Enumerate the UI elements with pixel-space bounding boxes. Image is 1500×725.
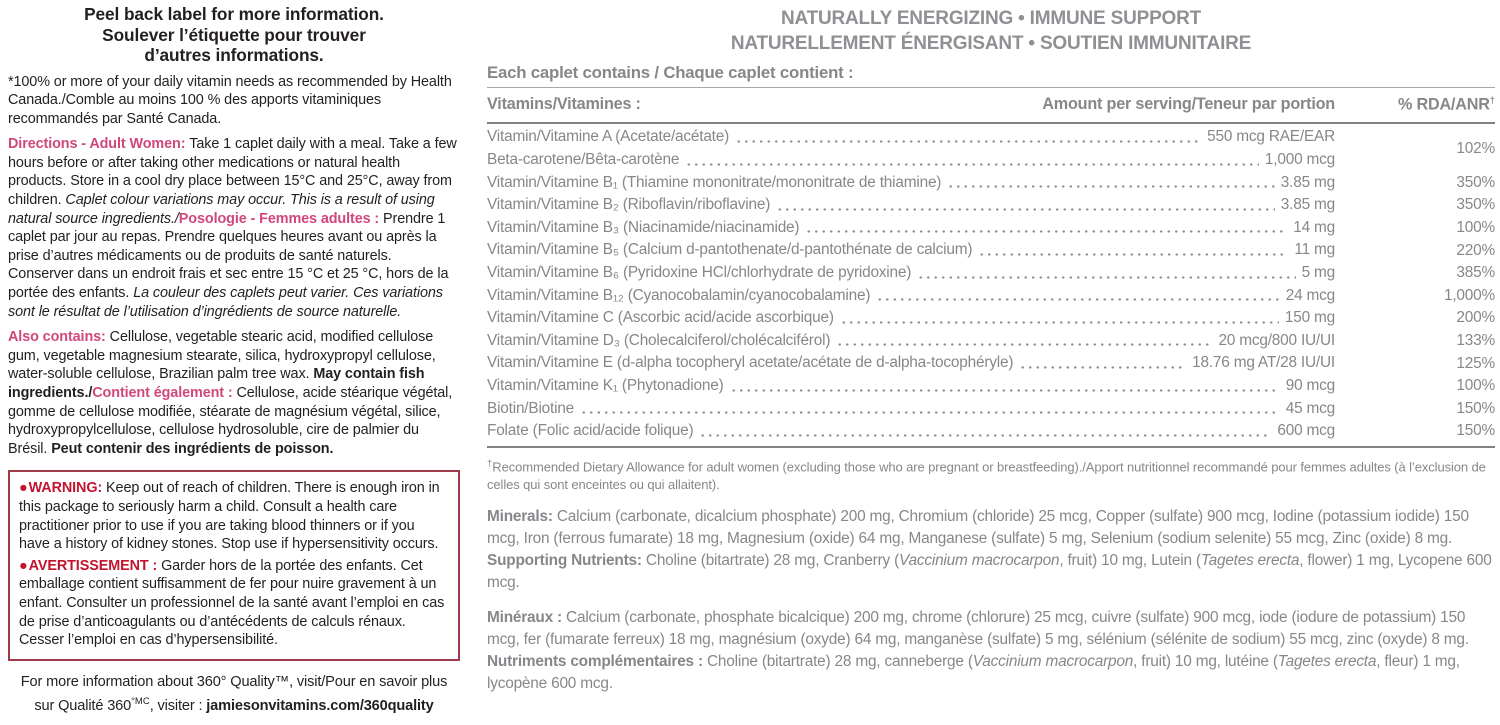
vitamin-row — [487, 262, 1495, 285]
vitamin-row-left — [487, 239, 1335, 262]
text-line: Soulever l’étiquette pour trouver — [102, 24, 366, 45]
text-line: NATURALLY ENERGIZING • IMMUNE SUPPORT — [780, 8, 1202, 29]
nutrient-name: Vitamin/Vitamine B₆ (Pyridoxine HCl/chlorhydrate de pyridoxine) — [487, 263, 912, 281]
vitamin-row — [487, 352, 1495, 375]
rda-value: 133% — [1456, 332, 1495, 350]
text-segment: Recommended Dietary Allowance for adult women (excluding those who are pregnant or breastfeeding)./Apport nutritionnel recommandé pour femmes adultes (à l’exclusion de celles qui sont enceintes ou qui allaitent). — [487, 459, 1486, 492]
column-amount: Amount per serving/Teneur par portion — [1042, 95, 1335, 113]
dot-leader — [685, 149, 1259, 172]
vitamin-row-left — [487, 126, 1335, 171]
amount-value: 45 mcg — [1285, 399, 1335, 417]
text-segment: , flower) 1 mg, Lycopene 600 mcg. — [487, 552, 1492, 592]
vitamin-row-left — [487, 262, 1335, 285]
text-segment: May contain fish ingredients./ — [8, 366, 425, 401]
dot-leader — [776, 194, 1275, 217]
text-segment: Prendre 1 caplet par jour au repas. Prendre quelques heures avant ou après la prise d’autres médicaments ou de produits de santé naturels. Conserver dans un endroit frais et sec entre 15 °C et 25 °C, hors de la portée des enfants. — [8, 210, 449, 302]
rda-value: 100% — [1456, 377, 1495, 395]
vitamin-row-left — [487, 398, 1335, 421]
rda-value: 150% — [1456, 399, 1495, 417]
vitamin-row — [487, 285, 1495, 308]
text-segment: jamiesonvitamins.com/360quality — [206, 698, 434, 715]
amount-value: 550 mcg RAE/EAR — [1207, 128, 1335, 146]
text-segment: Cellulose, acide stéarique végétal, gomme de cellulose modifiée, stéarate de magnésium végétal, silice, hydroxypropylcellulose, cellulose hydrosoluble, cire de palmier du Brésil. — [8, 385, 453, 457]
vitamin-row-left — [487, 420, 1335, 443]
amount-value: 11 mg — [1294, 241, 1335, 259]
vitamin-row-line — [487, 307, 1335, 330]
vitamin-row — [487, 194, 1495, 217]
table-header-left — [487, 95, 1335, 114]
vitamin-row — [487, 307, 1495, 330]
vitamin-row-left — [487, 217, 1335, 240]
vitamin-row — [487, 126, 1495, 171]
dot-leader — [876, 285, 1279, 308]
dot-leader — [730, 375, 1280, 398]
text-segment: For more information about 360° Quality™, visit/Pour en savoir plus — [20, 673, 448, 690]
amount-value: 18.76 mg AT/28 IU/UI — [1192, 354, 1335, 372]
vitamin-row — [487, 172, 1495, 195]
text-segment: † — [487, 457, 493, 469]
vitamin-row-left — [487, 194, 1335, 217]
column-rda — [1335, 95, 1495, 114]
text-segment: Also contains: — [8, 329, 110, 346]
warning-en — [19, 479, 449, 553]
vitamin-row-line — [487, 398, 1335, 421]
text-segment: Contient également : — [92, 385, 237, 401]
rda-value: 102% — [1456, 139, 1495, 157]
amount-value: 5 mg — [1301, 263, 1335, 281]
text-segment: , fruit) 10 mg, Lutein ( — [1059, 552, 1201, 570]
rda-label: % RDA/ANR — [1397, 95, 1490, 114]
vitamin-row-line — [487, 420, 1335, 443]
rda-value: 100% — [1456, 219, 1495, 237]
text-segment: Vaccinium macrocarpon — [899, 552, 1060, 570]
vitamin-row-line — [487, 126, 1335, 149]
rda-value: 150% — [1456, 422, 1495, 440]
nutrient-name: Folate (Folic acid/acide folique) — [487, 422, 694, 440]
vitamin-row-line — [487, 172, 1335, 195]
nutrient-name: Biotin/Biotine — [487, 399, 575, 417]
nutrient-name: Vitamin/Vitamine C (Ascorbic acid/acide ascorbique) — [487, 309, 834, 327]
rda-value: 350% — [1456, 173, 1495, 191]
directions-paragraph — [8, 135, 460, 321]
vitamin-row-left — [487, 285, 1335, 308]
rda-value: 125% — [1456, 354, 1495, 372]
vitamin-row — [487, 330, 1495, 353]
text-segment: Directions - Adult Women: — [8, 136, 190, 153]
text-segment: Tagetes erecta — [1200, 552, 1300, 570]
dot-leader — [699, 420, 1271, 443]
minerals-paragraph — [487, 506, 1495, 594]
text-segment: Calcium (carbonate, dicalcium phosphate) 200 mg, Chromium (chloride) 25 mcg, Copper (sulfate) 900 mcg, Iodine (potassium iodide) 150 mcg, Iron (ferrous fumarate) 18 mg, Magnesium (oxide) 64 mg, Manganese (sulfate) 5 mg, Selenium (sodium selenite) 55 mcg, Zinc (oxide) 8 mg. — [487, 508, 1469, 548]
vitamin-table-rows — [487, 124, 1495, 445]
text-segment: Minéraux : — [487, 609, 567, 627]
text-segment: , fruit) 10 mg, lutéine ( — [1133, 653, 1278, 671]
rda-footnote — [487, 455, 1495, 493]
amount-value: 90 mcg — [1285, 376, 1335, 394]
text-segment: Choline (bitartrate) 28 mg, canneberge ( — [707, 653, 973, 671]
text-segment: Caplet colour variations may occur. This is a result of using natural source ingredients./ — [8, 192, 435, 227]
nutrient-name: Vitamin/Vitamine B₅ (Calcium d-pantothenate/d-pantothénate de calcium) — [487, 241, 973, 259]
text-segment: Vaccinium macrocarpon — [972, 653, 1134, 671]
vitamin-row-line — [487, 217, 1335, 240]
text-segment: , visiter : — [149, 698, 207, 715]
text-segment: , fleur) 1 mg, lycopène 600 mcg. — [487, 653, 1460, 693]
text-segment: sur Qualité 360 — [34, 698, 132, 715]
vitamin-row — [487, 375, 1495, 398]
quality-footer-line1 — [8, 672, 460, 693]
amount-value: 14 mg — [1293, 218, 1335, 236]
vitamin-row-line — [487, 149, 1335, 172]
vitamin-row-line — [487, 330, 1335, 353]
dot-leader — [836, 330, 1212, 353]
text-segment: Tagetes erecta — [1277, 653, 1377, 671]
text-segment: ● — [19, 480, 28, 497]
vitamin-row-line — [487, 262, 1335, 285]
text-segment: *100% or more of your daily vitamin needs as recommended by Health Canada./Comble au moins 100 % des apports vitaminiques recommandés par Santé Canada. — [8, 73, 452, 127]
text-segment: Calcium (carbonate, phosphate bicalcique) 200 mg, chrome (chlorure) 25 mcg, cuivre (sulfate) 900 mcg, iode (iodure de potassium) 150 mcg, fer (fumarate ferreux) 18 mg, magnésium (oxyde) 64 mg, manganèse (sulfate) 5 mg, sélénium (sélénite de sodium) 55 mcg, zinc (oxyde) 8 mg. — [487, 609, 1469, 649]
dot-leader — [917, 262, 1295, 285]
product-claims — [487, 6, 1495, 56]
amount-value: 600 mcg — [1277, 422, 1335, 440]
text-line: NATURELLEMENT ÉNERGISANT • SOUTIEN IMMUNITAIRE — [730, 33, 1252, 54]
dot-leader — [580, 398, 1280, 421]
nutrient-name: Vitamin/Vitamine B₃ (Niacinamide/niacinamide) — [487, 218, 800, 236]
amount-value: 3.85 mg — [1280, 173, 1335, 191]
vitamin-row-left — [487, 330, 1335, 353]
also-contains-paragraph — [8, 328, 460, 458]
amount-value: 24 mcg — [1285, 286, 1335, 304]
text-segment: WARNING: — [28, 480, 107, 497]
dot-leader — [947, 172, 1275, 195]
vitamin-row-left — [487, 375, 1335, 398]
text-segment: Nutriments complémentaires : — [487, 653, 707, 671]
vitamin-row-left — [487, 307, 1335, 330]
amount-value: 3.85 mg — [1280, 196, 1335, 214]
vitamin-row-line — [487, 375, 1335, 398]
vitamin-row — [487, 398, 1495, 421]
warning-box — [8, 470, 460, 660]
rda-value: 220% — [1456, 241, 1495, 259]
amount-value: 1,000 mcg — [1264, 150, 1335, 168]
vitamin-row-left — [487, 352, 1335, 375]
quality-footer — [8, 672, 460, 717]
amount-value: 150 mg — [1284, 309, 1335, 327]
text-line: d’autres informations. — [144, 45, 324, 65]
dot-leader — [735, 126, 1201, 149]
dagger-icon: † — [1489, 95, 1495, 106]
text-segment: Garder hors de la portée des enfants. Cet emballage contient suffisamment de fer pour nuire gravement à un enfant. Consulter un professionnel de la santé avant l’emploi en cas de prise d’anticoagulants ou d’antécédents de calculs rénaux. Cesser l’emploi en cas d’hypersensibilité. — [19, 557, 445, 649]
column-vitamins: Vitamins/Vitamines : — [487, 95, 641, 113]
text-segment: Cellulose, vegetable stearic acid, modified cellulose gum, vegetable magnesium stearate, silica, hydroxypropyl cellulose, water-soluble cellulose, Brazilian palm tree wax. — [8, 329, 436, 383]
dot-leader — [805, 217, 1287, 240]
vitamin-row-line — [487, 239, 1335, 262]
right-panel — [487, 6, 1495, 695]
rda-value: 200% — [1456, 309, 1495, 327]
text-segment: Keep out of reach of children. There is enough iron in this package to seriously harm a child. Consult a health care practitioner prior to use if you are taking blood thinners or if you have a history of kidney stones. Stop use if hypersensitivity occurs. — [19, 480, 440, 553]
amount-value: 20 mcg/800 IU/UI — [1218, 331, 1335, 349]
text-segment: Supporting Nutrients: — [487, 552, 646, 570]
vitamin-row-line — [487, 285, 1335, 308]
rda-value: 350% — [1456, 196, 1495, 214]
text-segment: Choline (bitartrate) 28 mg, Cranberry ( — [645, 552, 899, 570]
left-panel — [8, 4, 460, 717]
text-segment: Minerals: — [487, 508, 557, 526]
mineraux-paragraph — [487, 607, 1495, 695]
nutrient-name: Vitamin/Vitamine K₁ (Phytonadione) — [487, 376, 724, 394]
nutrient-name: Vitamin/Vitamine B₂ (Riboflavin/riboflavine) — [487, 196, 771, 214]
text-segment: Peut contenir des ingrédients de poisson. — [51, 440, 334, 457]
nutrient-name: Vitamin/Vitamine D₃ (Cholecalciferol/cholécalciférol) — [487, 331, 831, 349]
divider — [487, 446, 1495, 448]
nutrient-name: Vitamin/Vitamine B₁₂ (Cyanocobalamin/cyanocobalamine) — [487, 286, 871, 304]
warning-fr — [19, 557, 449, 650]
daily-needs-footnote — [8, 73, 460, 129]
vitamin-row-left — [487, 172, 1335, 195]
each-caplet-heading: Each caplet contains / Chaque caplet contient : — [487, 63, 854, 82]
text-segment: ● — [19, 557, 28, 574]
vitamin-row — [487, 217, 1495, 240]
nutrient-name: Vitamin/Vitamine B₁ (Thiamine mononitrate/mononitrate de thiamine) — [487, 173, 942, 191]
vitamin-row-line — [487, 352, 1335, 375]
vitamin-row-line — [487, 194, 1335, 217]
quality-footer-line2 — [8, 692, 460, 716]
vitamin-row — [487, 420, 1495, 443]
vitamin-table-header — [487, 88, 1495, 122]
dot-leader — [1019, 352, 1186, 375]
nutrient-name: Vitamin/Vitamine A (Acetate/acétate) — [487, 128, 730, 146]
text-segment: AVERTISSEMENT : — [28, 557, 162, 574]
text-segment: °MC — [131, 696, 150, 708]
peel-back-header — [8, 4, 460, 66]
nutrient-name: Beta-carotene/Bêta-carotène — [487, 150, 680, 168]
dot-leader — [840, 307, 1279, 330]
text-segment: Take 1 caplet daily with a meal. Take a few hours before or after taking other medications or natural health products. Store in a cool dry place between 15°C and 25°C, away from children. — [8, 136, 457, 209]
rda-value: 385% — [1456, 264, 1495, 282]
nutrient-name: Vitamin/Vitamine E (d-alpha tocopheryl acetate/acétate de d-alpha-tocophéryle) — [487, 354, 1014, 372]
text-line: Peel back label for more information. — [84, 4, 384, 24]
text-segment: La couleur des caplets peut varier. Ces variations sont le résultat de l’utilisation d’ingrédients de source naturelle. — [8, 285, 443, 320]
rda-value: 1,000% — [1444, 286, 1495, 304]
dot-leader — [978, 239, 1288, 262]
text-segment: Posologie - Femmes adultes : — [178, 210, 384, 227]
vitamin-row — [487, 239, 1495, 262]
